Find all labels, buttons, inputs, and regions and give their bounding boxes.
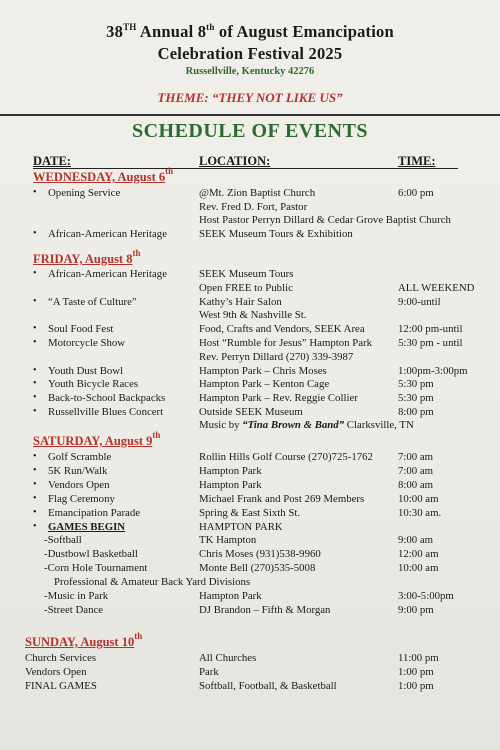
schedule-row [0, 533, 500, 547]
event-name: -Music in Park [44, 590, 109, 602]
event-location: @Mt. Zion Baptist Church [199, 187, 316, 199]
event-time: 1:00pm-3:00pm [398, 364, 468, 377]
event-time: 9:00-until [398, 295, 441, 308]
schedule-row [0, 561, 500, 575]
event-location: TK Hampton [199, 534, 257, 547]
schedule-row [0, 405, 500, 419]
event-name: 5K Run/Walk [48, 464, 108, 477]
bullet-icon: • [33, 392, 37, 404]
bullet-icon: • [33, 478, 37, 490]
event-location: Softball, Football, & Basketball [199, 680, 337, 692]
schedule-row [0, 295, 500, 309]
event-name: -Softball [44, 534, 82, 547]
event-name: African-American Heritage [48, 227, 167, 240]
day-heading-friday: FRIDAY, August 8th [33, 248, 141, 266]
schedule-row [0, 547, 500, 561]
column-header-divider [33, 168, 458, 169]
schedule-row [0, 492, 500, 506]
schedule-row [0, 506, 500, 520]
event-location: All Churches [199, 652, 257, 664]
event-time: 10:00 am [398, 562, 439, 575]
schedule-row [0, 450, 500, 464]
festival-theme: THEME: “THEY NOT LIKE US” [157, 90, 343, 105]
bullet-icon: • [33, 451, 37, 462]
event-location: Host “Rumble for Jesus” Hampton Park [199, 337, 373, 349]
bullet-icon: • [33, 187, 37, 198]
event-location: Spring & East Sixth St. [199, 506, 301, 519]
schedule-row [0, 227, 500, 241]
schedule-row [0, 478, 500, 492]
music-suffix: Clarksville, TN [344, 419, 414, 431]
event-time: 12:00 am [398, 548, 439, 561]
schedule-row [0, 322, 500, 336]
festival-title-line2: Celebration Festival 2025 [157, 44, 343, 63]
event-time: 7:00 am [398, 464, 434, 477]
bullet-icon: • [33, 364, 37, 376]
event-name: Opening Service [48, 187, 121, 199]
event-location: Hampton Park [199, 590, 262, 602]
event-location: SEEK Museum Tours & Exhibition [199, 227, 353, 240]
event-time: 11:00 pm [398, 652, 439, 664]
music-band: “Tina Brown & Band” [242, 419, 345, 431]
event-name: FINAL GAMES [25, 680, 97, 692]
event-name: Youth Dust Bowl [48, 364, 124, 377]
schedule-row [0, 267, 500, 281]
event-time: 1:00 pm [398, 680, 434, 692]
event-time: 5:30 pm - until [398, 337, 463, 349]
event-location: Outside SEEK Museum [199, 406, 303, 418]
event-name: -Corn Hole Tournament [44, 562, 148, 575]
event-name: -Dustbowl Basketball [44, 548, 138, 561]
bullet-icon: • [33, 337, 37, 348]
column-header-date: DATE: [33, 154, 71, 168]
event-time: 12:00 pm-until [398, 323, 463, 336]
column-header-time: TIME: [398, 154, 436, 168]
festival-title-line1: 38TH Annual 8th of August Emancipation [106, 22, 394, 41]
event-name: Vendors Open [25, 666, 87, 678]
bullet-icon: • [33, 492, 37, 504]
event-location: Hampton Park – Chris Moses [199, 364, 327, 377]
event-name: African-American Heritage [48, 268, 167, 280]
event-name: Vendors Open [48, 478, 110, 491]
event-location: Park [199, 666, 219, 678]
bullet-icon: • [33, 323, 37, 335]
event-time: 5:30 pm [398, 378, 434, 391]
bullet-icon: • [33, 464, 37, 476]
music-prefix: Music by [199, 419, 243, 431]
event-location: Hampton Park – Rev. Reggie Collier [199, 392, 358, 405]
schedule-row [0, 603, 500, 617]
event-name: Flag Ceremony [48, 492, 115, 505]
music-credit [0, 418, 500, 432]
event-location: Food, Crafts and Vendors, SEEK Area [199, 323, 365, 336]
event-time: 7:00 am [398, 451, 434, 463]
schedule-row [0, 589, 500, 603]
schedule-row [0, 665, 500, 679]
event-name: Golf Scramble [48, 451, 112, 463]
schedule-row [0, 281, 500, 295]
event-location: Rollin Hills Golf Course (270)725-1762 [199, 451, 373, 463]
event-name: Back-to-School Backpacks [48, 392, 166, 405]
event-location: Rev. Fred D. Fort, Pastor [199, 200, 308, 213]
schedule-row [0, 464, 500, 478]
festival-location: Russellville, Kentucky 42276 [185, 66, 315, 77]
event-name: Motorcycle Show [48, 337, 126, 349]
schedule-row [0, 575, 500, 589]
event-location: Hampton Park – Kenton Cage [199, 378, 330, 391]
event-location: Hampton Park [199, 478, 262, 491]
event-location: SEEK Museum Tours [199, 268, 294, 280]
bullet-icon: • [33, 227, 37, 239]
event-time: 8:00 am [398, 478, 434, 491]
schedule-row [0, 213, 500, 227]
event-location: Host Pastor Perryn Dillard & Cedar Grove Baptist Church [199, 214, 451, 227]
event-location: West 9th & Nashville St. [199, 309, 307, 322]
bullet-icon: • [33, 295, 37, 307]
bullet-icon: • [33, 520, 37, 532]
event-name: Professional & Amateur Back Yard Divisions [54, 576, 251, 589]
schedule-row [0, 308, 500, 322]
schedule-row [0, 391, 500, 405]
event-location: Chris Moses (931)538-9960 [199, 548, 321, 561]
schedule-row [0, 377, 500, 391]
event-time: 10:00 am [398, 492, 439, 505]
event-time: 6:00 pm [398, 187, 434, 199]
event-name: Church Services [25, 652, 97, 664]
schedule-row [0, 651, 500, 665]
event-time: 5:30 pm [398, 392, 434, 405]
event-location: Open FREE to Public [199, 281, 293, 294]
event-location: Monte Bell (270)535-5008 [199, 562, 316, 575]
event-name: Emancipation Parade [48, 506, 141, 519]
bullet-icon: • [33, 378, 37, 390]
bullet-icon: • [33, 268, 37, 279]
event-name: Russellville Blues Concert [48, 406, 164, 418]
event-location: DJ Brandon – Fifth & Morgan [199, 603, 331, 616]
event-location: Rev. Perryn Dillard (270) 339-3987 [199, 350, 354, 363]
event-name: Soul Food Fest [48, 323, 114, 336]
event-location: HAMPTON PARK [199, 520, 283, 533]
event-name: GAMES BEGIN [48, 520, 126, 533]
bullet-icon: • [33, 406, 37, 417]
event-time: 9:00 pm [398, 603, 434, 616]
event-time: 9:00 am [398, 534, 434, 547]
event-name: “A Taste of Culture” [48, 295, 137, 308]
event-name: -Street Dance [44, 603, 104, 616]
header-divider [0, 114, 500, 116]
schedule-row [0, 520, 500, 534]
schedule-row [0, 200, 500, 214]
schedule-row [0, 364, 500, 378]
event-time: 1:00 pm [398, 666, 434, 678]
schedule-title: SCHEDULE OF EVENTS [131, 120, 369, 142]
event-location: Hampton Park [199, 464, 262, 477]
column-header-location: LOCATION: [199, 154, 271, 168]
event-location: Michael Frank and Post 269 Members [199, 492, 365, 505]
event-location: Kathy’s Hair Salon [199, 295, 282, 308]
day-heading-saturday: SATURDAY, August 9th [33, 430, 161, 448]
day-heading-sunday: SUNDAY, August 10th [25, 631, 143, 649]
bullet-icon: • [33, 506, 37, 518]
schedule-row [0, 336, 500, 350]
event-name: Youth Bicycle Races [48, 378, 139, 391]
schedule-row [0, 350, 500, 364]
schedule-row [0, 679, 500, 693]
day-heading-wednesday: WEDNESDAY, August 6th [33, 166, 174, 184]
event-time: ALL WEEKEND [398, 281, 475, 294]
event-time: 3:00-5:00pm [398, 590, 454, 602]
event-time: 10:30 am. [398, 506, 442, 519]
schedule-row [0, 186, 500, 200]
event-time: 8:00 pm [398, 406, 434, 418]
